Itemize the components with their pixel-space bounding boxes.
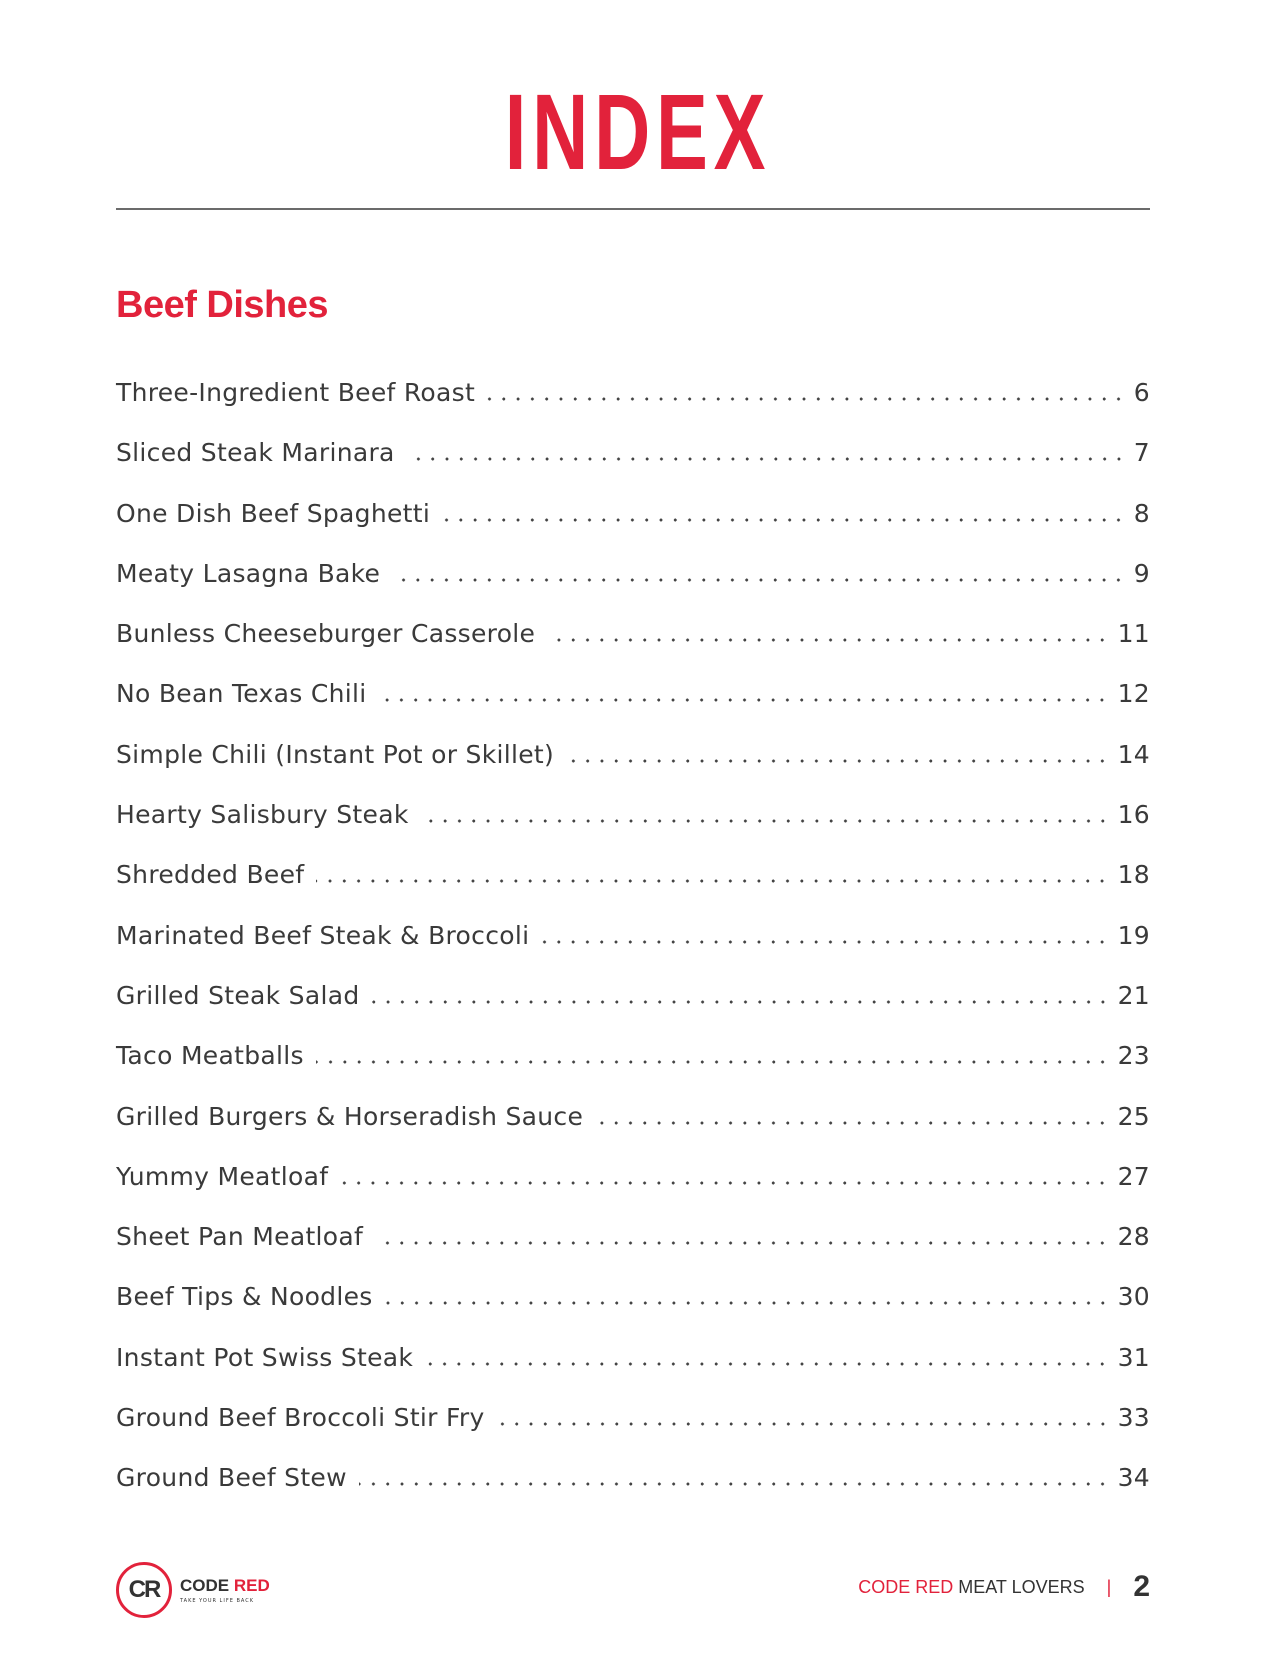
dot-leader xyxy=(378,698,1109,702)
entry-page: 6 xyxy=(1133,378,1150,407)
dot-leader xyxy=(421,819,1110,823)
dot-leader xyxy=(316,879,1109,883)
entry-title: Ground Beef Stew xyxy=(116,1463,347,1493)
entry-page: 16 xyxy=(1117,800,1150,830)
page-footer xyxy=(858,1570,1150,1604)
dot-leader xyxy=(359,1482,1110,1486)
entry-page: 30 xyxy=(1117,1282,1150,1312)
index-entry[interactable] xyxy=(116,679,1150,739)
dot-leader xyxy=(547,638,1109,642)
entry-page: 23 xyxy=(1117,1041,1150,1071)
dot-leader xyxy=(392,578,1126,582)
dot-leader xyxy=(407,457,1126,461)
index-entry[interactable] xyxy=(116,1463,1150,1523)
index-entry[interactable] xyxy=(116,740,1150,800)
entry-page: 11 xyxy=(1117,619,1150,649)
entry-page: 21 xyxy=(1117,980,1150,1010)
footer-brand: CODE RED xyxy=(858,1576,954,1597)
footer-separator: | xyxy=(1106,1576,1112,1597)
entry-title: Shredded Beef xyxy=(116,860,305,890)
index-entry[interactable] xyxy=(116,378,1150,438)
page-title-text: INDEX xyxy=(504,71,772,192)
dot-leader xyxy=(595,1121,1109,1125)
entry-page: 27 xyxy=(1117,1161,1150,1191)
entry-title: Beef Tips & Noodles xyxy=(116,1282,373,1312)
entry-title: Meaty Lasagna Bake xyxy=(116,558,381,588)
entry-page: 34 xyxy=(1117,1463,1150,1493)
entry-page: 25 xyxy=(1117,1101,1150,1131)
index-entry[interactable] xyxy=(116,499,1150,559)
dot-leader xyxy=(541,940,1109,944)
entry-title: Marinated Beef Steak & Broccoli xyxy=(116,920,530,950)
dot-leader xyxy=(316,1060,1110,1064)
code-red-logo xyxy=(116,1562,270,1618)
index-entry[interactable] xyxy=(116,619,1150,679)
entry-title: Three-Ingredient Beef Roast xyxy=(116,378,476,407)
dot-leader xyxy=(566,759,1110,763)
entry-title: Grilled Steak Salad xyxy=(116,980,360,1010)
section-heading: Beef Dishes xyxy=(116,284,329,326)
entry-title: Hearty Salisbury Steak xyxy=(116,800,409,830)
index-entry[interactable] xyxy=(116,1282,1150,1342)
index-entry[interactable] xyxy=(116,800,1150,860)
index-list xyxy=(116,378,1150,1524)
index-entry[interactable] xyxy=(116,1162,1150,1222)
entry-page: 33 xyxy=(1117,1403,1150,1433)
entry-page: 8 xyxy=(1133,498,1150,528)
index-entry[interactable] xyxy=(116,438,1150,498)
entry-title: Yummy Meatloaf xyxy=(116,1161,329,1191)
entry-title: Sliced Steak Marinara xyxy=(116,438,395,468)
entry-page: 14 xyxy=(1117,739,1150,769)
entry-page: 19 xyxy=(1117,920,1150,950)
logo-brand-b: RED xyxy=(233,1576,270,1595)
dot-leader xyxy=(425,1362,1109,1366)
dot-leader xyxy=(442,518,1126,522)
entry-page: 31 xyxy=(1117,1342,1150,1372)
entry-title: Simple Chili (Instant Pot or Skillet) xyxy=(116,739,555,769)
dot-leader xyxy=(385,1301,1110,1305)
dot-leader xyxy=(487,397,1126,401)
entry-title: One Dish Beef Spaghetti xyxy=(116,498,431,528)
logo-mark: CR xyxy=(116,1562,172,1618)
dot-leader xyxy=(372,1000,1110,1004)
dot-leader xyxy=(340,1181,1109,1185)
entry-title: Sheet Pan Meatloaf xyxy=(116,1222,364,1252)
entry-page: 18 xyxy=(1117,860,1150,890)
dot-leader xyxy=(375,1241,1109,1245)
index-entry[interactable] xyxy=(116,1343,1150,1403)
dot-leader xyxy=(497,1422,1110,1426)
footer-book-title: MEAT LOVERS xyxy=(958,1576,1085,1597)
logo-brand-a: CODE xyxy=(180,1576,230,1595)
index-entry[interactable] xyxy=(116,981,1150,1041)
index-entry[interactable] xyxy=(116,1102,1150,1162)
entry-page: 12 xyxy=(1117,679,1150,709)
entry-page: 7 xyxy=(1133,438,1150,468)
logo-brand xyxy=(180,1576,270,1596)
logo-tagline: TAKE YOUR LIFE BACK xyxy=(180,1598,254,1604)
entry-title: Taco Meatballs xyxy=(116,1041,304,1071)
logo-wordmark xyxy=(180,1576,270,1604)
index-entry[interactable] xyxy=(116,921,1150,981)
entry-title: Bunless Cheeseburger Casserole xyxy=(116,619,536,649)
entry-title: No Bean Texas Chili xyxy=(116,679,367,709)
entry-page: 9 xyxy=(1133,558,1150,588)
title-divider xyxy=(116,208,1150,210)
index-entry[interactable] xyxy=(116,860,1150,920)
index-entry[interactable] xyxy=(116,1041,1150,1101)
index-entry[interactable] xyxy=(116,1222,1150,1282)
page-number: 2 xyxy=(1133,1570,1150,1603)
entry-title: Ground Beef Broccoli Stir Fry xyxy=(116,1403,485,1433)
entry-title: Instant Pot Swiss Steak xyxy=(116,1342,414,1372)
page-title xyxy=(0,71,1276,192)
entry-title: Grilled Burgers & Horseradish Sauce xyxy=(116,1101,584,1131)
entry-page: 28 xyxy=(1117,1222,1150,1252)
index-entry[interactable] xyxy=(116,1403,1150,1463)
index-entry[interactable] xyxy=(116,559,1150,619)
